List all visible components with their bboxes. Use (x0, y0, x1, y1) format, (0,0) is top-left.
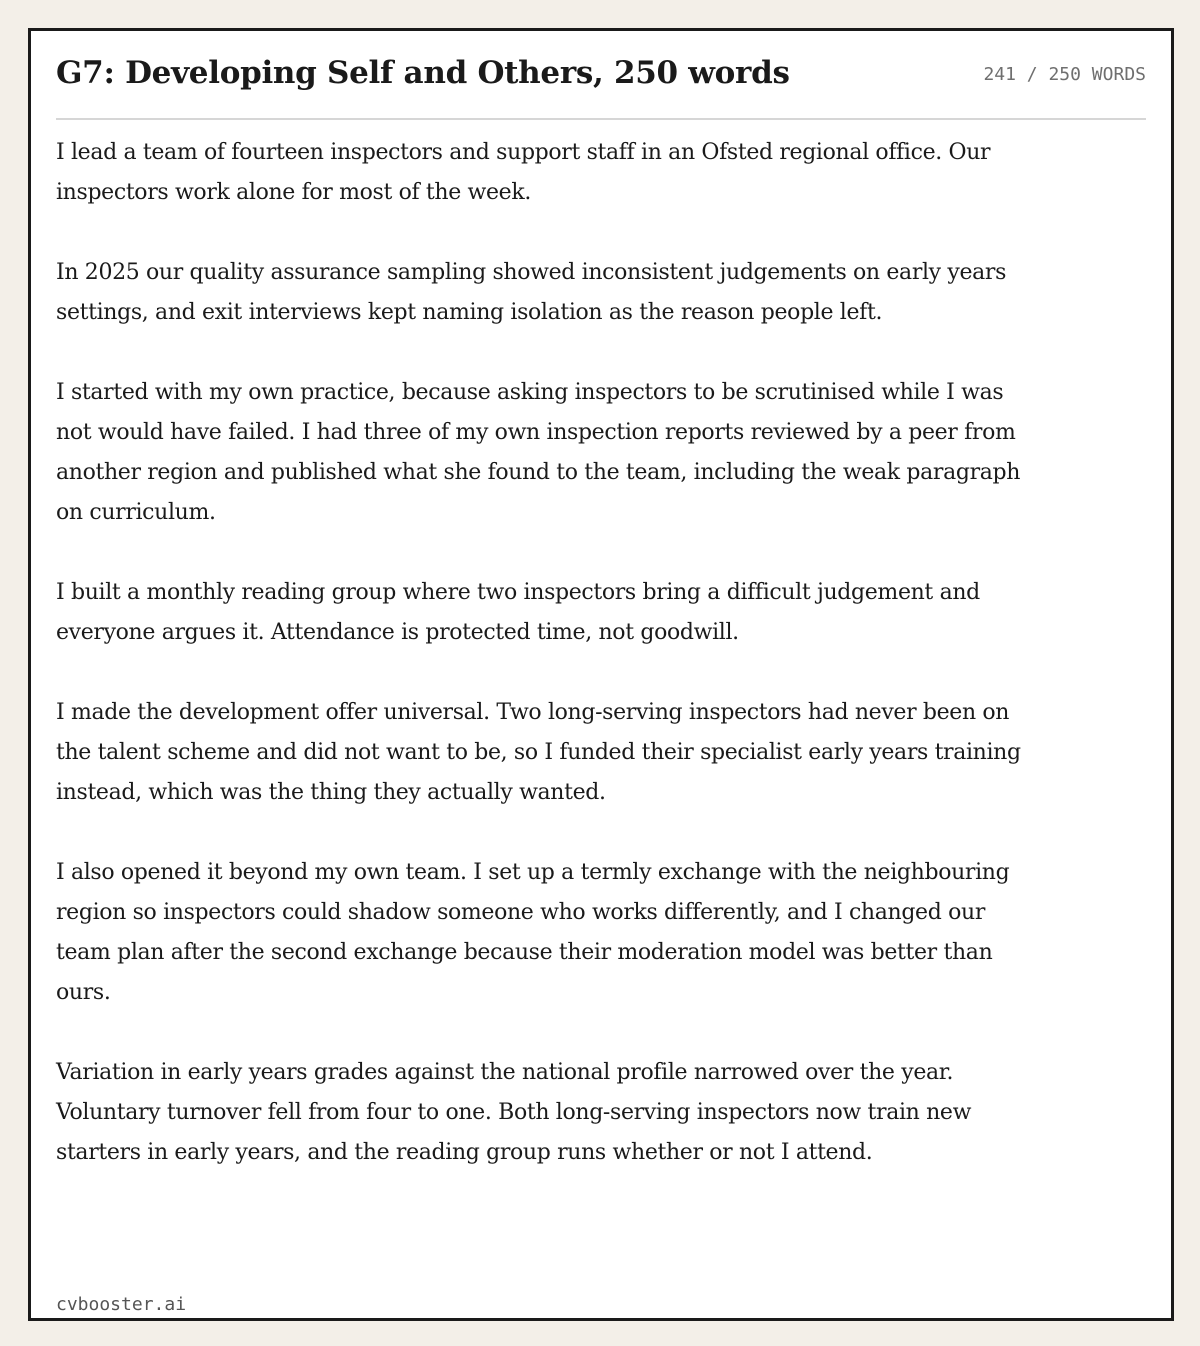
statement-card (28, 28, 1174, 1321)
card-header (56, 31, 1146, 120)
brand-footer: cvbooster.ai (56, 1294, 187, 1315)
statement-body (56, 133, 1041, 1173)
paragraph-4: I built a monthly reading group where two inspectors bring a difficult judgement and everyone argues it. Attendance is protected time, not goodwill. (56, 580, 980, 645)
paragraph-5: I made the development offer universal. Two long-serving inspectors had never been on the talent scheme and did not want to be, so I funded their specialist early years training instead, which was the thing they actually wanted. (56, 700, 1021, 805)
paragraph-1: I lead a team of fourteen inspectors and support staff in an Ofsted regional office. Our inspectors work alone for most of the week. (56, 140, 991, 205)
paragraph-2: In 2025 our quality assurance sampling showed inconsistent judgements on early years settings, and exit interviews kept naming isolation as the reason people left. (56, 260, 1007, 325)
page-title: G7: Developing Self and Others, 250 words (56, 55, 790, 91)
word-count-badge: 241 / 250 WORDS (983, 64, 1146, 85)
paragraph-6: I also opened it beyond my own team. I set up a termly exchange with the neighbouring region so inspectors could shadow someone who works differently, and I changed our team plan after the second exchange because their moderation model was better than ours. (56, 860, 1010, 1005)
paragraph-7: Variation in early years grades against the national profile narrowed over the year. Voluntary turnover fell from four to one. Both long-serving inspectors now train new starters in early years, and the reading group runs whether or not I attend. (56, 1060, 972, 1165)
paragraph-3: I started with my own practice, because asking inspectors to be scrutinised while I was not would have failed. I had three of my own inspection reports reviewed by a peer from another region and published what she found to the team, including the weak paragraph on curriculum. (56, 380, 1021, 525)
